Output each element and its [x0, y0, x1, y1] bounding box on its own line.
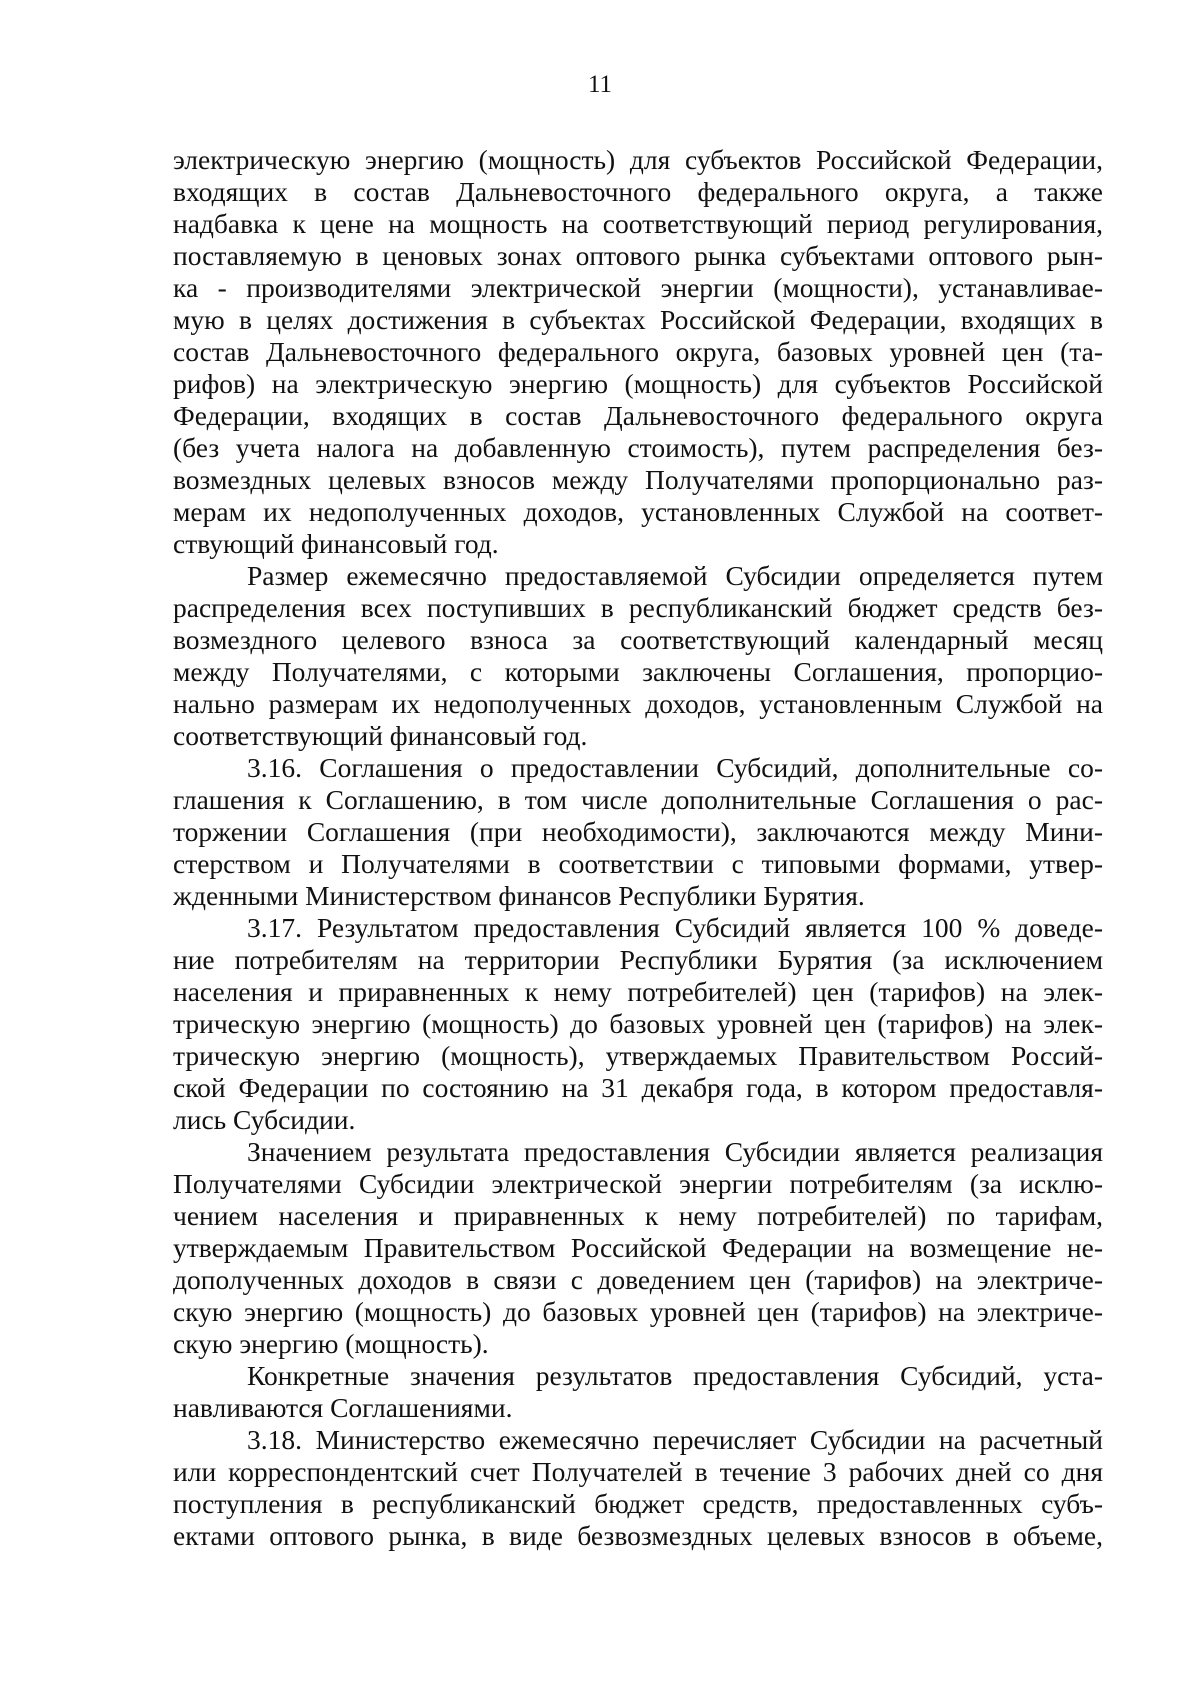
text-line: 3.18. Министерство ежемесячно перечисляет Субсидии на расчетный — [247, 1424, 1103, 1455]
text-line: населения и приравненных к нему потребителей) цен (тарифов) на элек- — [173, 976, 1103, 1007]
text-line: Конкретные значения результатов предоставления Субсидий, уста- — [247, 1360, 1103, 1391]
text-line: 3.17. Результатом предоставления Субсидий является 100 % доведе- — [247, 912, 1103, 943]
text-line: ектами оптового рынка, в виде безвозмездных целевых взносов в объеме, — [173, 1520, 1103, 1551]
text-line: Федерации, входящих в состав Дальневосточного федерального округа — [173, 400, 1103, 431]
text-line: навливаются Соглашениями. — [173, 1392, 513, 1423]
text-line: (без учета налога на добавленную стоимость), путем распределения без- — [173, 432, 1103, 463]
text-line: лись Субсидии. — [173, 1104, 356, 1135]
text-line: 3.16. Соглашения о предоставлении Субсидий, дополнительные со- — [247, 752, 1103, 783]
text-line: возмездных целевых взносов между Получателями пропорционально раз- — [173, 464, 1103, 495]
text-line: мую в целях достижения в субъектах Российской Федерации, входящих в — [173, 304, 1103, 335]
text-line: трическую энергию (мощность) до базовых уровней цен (тарифов) на элек- — [173, 1008, 1103, 1039]
text-line: утверждаемым Правительством Российской Федерации на возмещение не- — [173, 1232, 1103, 1263]
text-line: надбавка к цене на мощность на соответствующий период регулирования, — [173, 208, 1103, 239]
text-line: нально размерам их недополученных доходов, установленным Службой на — [173, 688, 1103, 719]
text-line: поступления в республиканский бюджет средств, предоставленных субъ- — [173, 1488, 1103, 1519]
text-line: скую энергию (мощность) до базовых уровней цен (тарифов) на электриче- — [173, 1296, 1103, 1327]
text-line: ка - производителями электрической энергии (мощности), устанавливае- — [173, 272, 1103, 303]
text-line: соответствующий финансовый год. — [173, 720, 588, 751]
text-line: ние потребителям на территории Республики Бурятия (за исключением — [173, 944, 1103, 975]
text-line: жденными Министерством финансов Республики Бурятия. — [173, 880, 865, 911]
text-line: ской Федерации по состоянию на 31 декабря года, в котором предоставля- — [173, 1072, 1103, 1103]
text-line: рифов) на электрическую энергию (мощность) для субъектов Российской — [173, 368, 1103, 399]
text-line: Размер ежемесячно предоставляемой Субсидии определяется путем — [247, 560, 1103, 591]
text-line: торжении Соглашения (при необходимости), заключаются между Мини- — [173, 816, 1103, 847]
text-line: чением населения и приравненных к нему потребителей) по тарифам, — [173, 1200, 1103, 1231]
text-line: между Получателями, с которыми заключены Соглашения, пропорцио- — [173, 656, 1103, 687]
text-line: состав Дальневосточного федерального округа, базовых уровней цен (та- — [173, 336, 1103, 367]
text-line: мерам их недополученных доходов, установленных Службой на соответ- — [173, 496, 1103, 527]
text-line: Получателями Субсидии электрической энергии потребителям (за исклю- — [173, 1168, 1103, 1199]
document-body — [173, 144, 1103, 1552]
text-line: или корреспондентский счет Получателей в течение 3 рабочих дней со дня — [173, 1456, 1103, 1487]
text-line: электрическую энергию (мощность) для субъектов Российской Федерации, — [173, 144, 1103, 175]
text-line: Значением результата предоставления Субсидии является реализация — [247, 1136, 1103, 1167]
text-line: стерством и Получателями в соответствии с типовыми формами, утвер- — [173, 848, 1103, 879]
text-line: скую энергию (мощность). — [173, 1328, 489, 1359]
text-line: распределения всех поступивших в республиканский бюджет средств без- — [173, 592, 1103, 623]
page-number: 11 — [587, 71, 613, 98]
text-line: поставляемую в ценовых зонах оптового рынка субъектами оптового рын- — [173, 240, 1103, 271]
text-line: дополученных доходов в связи с доведением цен (тарифов) на электриче- — [173, 1264, 1103, 1295]
text-line: ствующий финансовый год. — [173, 528, 499, 559]
text-line: входящих в состав Дальневосточного федерального округа, а также — [173, 176, 1103, 207]
text-line: глашения к Соглашению, в том числе дополнительные Соглашения о рас- — [173, 784, 1103, 815]
text-line: возмездного целевого взноса за соответствующий календарный месяц — [173, 624, 1103, 655]
text-line: трическую энергию (мощность), утверждаемых Правительством Россий- — [173, 1040, 1103, 1071]
